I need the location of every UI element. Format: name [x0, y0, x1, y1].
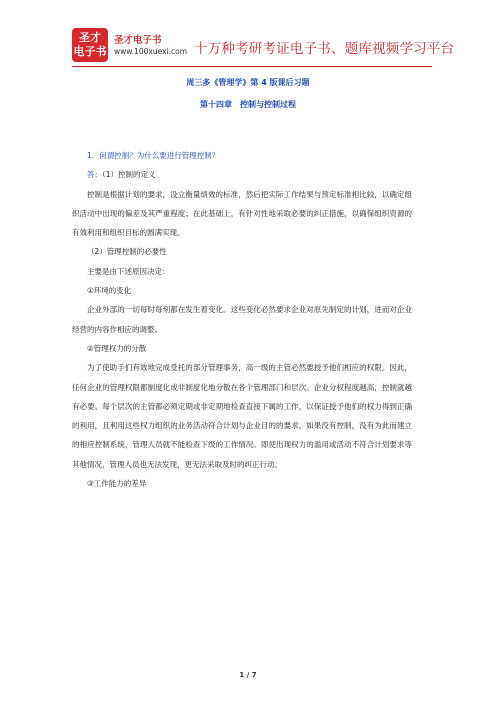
paragraph: 为了使助手们有效地完成受托的部分管理事务，高一级的主管必然要授予他们相应的权限。因此，任何企业的管理权限都制度化或非制度化地分散在各个管理部门和层次。企业分权程度越高，控制就越有必要。每个层次的主管都必须定期或非定期地检查直接下属的工作，以保证授予他们的权力得到正确的利用，且利用这些权力组织的业务活动符合计划与企业目的的要求。如果没有控制，没有为此而建立的相应控制系统，管理人员就不能检查下级的工作情况。即使出现权力的滥用或活动不符合计划要求等其他情况，管理人员也无法发现，更无法采取及时的纠正行动。	[72, 363, 412, 469]
answer-label: 答：	[87, 170, 102, 180]
paragraph: ①环境的变化	[87, 286, 132, 296]
paragraph: ③工作能力的差异	[87, 479, 147, 489]
chapter-title: 第十四章 控制与控制过程	[200, 100, 296, 109]
logo-line1: 圣才	[79, 31, 101, 44]
header-divider	[72, 66, 432, 67]
header-slogan: 十万种考研考证电子书、题库视频学习平台	[194, 41, 455, 57]
paragraph: 主要是由下述原因决定：	[87, 266, 170, 276]
question-heading: 1．何谓控制？为什么要进行管理控制？	[87, 151, 220, 160]
brand-logo	[72, 28, 108, 62]
answer-first-point: （1）控制的定义	[102, 170, 156, 180]
document-body	[72, 146, 412, 493]
paragraph: 企业外部的一切每时每刻都在发生着变化。这些变化必然要求企业对原先制定的计划，进而对企业经营的内容作相应的调整。	[72, 305, 412, 334]
answer-intro	[72, 165, 412, 184]
brand-url[interactable]: www.100xuexi.com	[114, 47, 188, 56]
paragraph: ②管理权力的分散	[87, 343, 147, 353]
paragraph: （2）管理控制的必要性	[87, 247, 167, 257]
book-title: 周三多《管理学》第 4 版课后习题	[186, 78, 310, 87]
page-header	[72, 28, 455, 62]
logo-line2: 电子书	[73, 45, 107, 58]
paragraph: 控制是根据计划的要求，设立衡量绩效的标准，然后把实际工作结果与预定标准相比较，以确定组织活动中出现的偏差及其严重程度；在此基础上，有针对性地采取必要的纠正措施，以确保组织资源的有效利用和组织目标的圆满实现。	[72, 189, 412, 238]
page-number: 1 / 7	[239, 671, 257, 679]
brand-name: 圣才电子书	[114, 35, 162, 46]
